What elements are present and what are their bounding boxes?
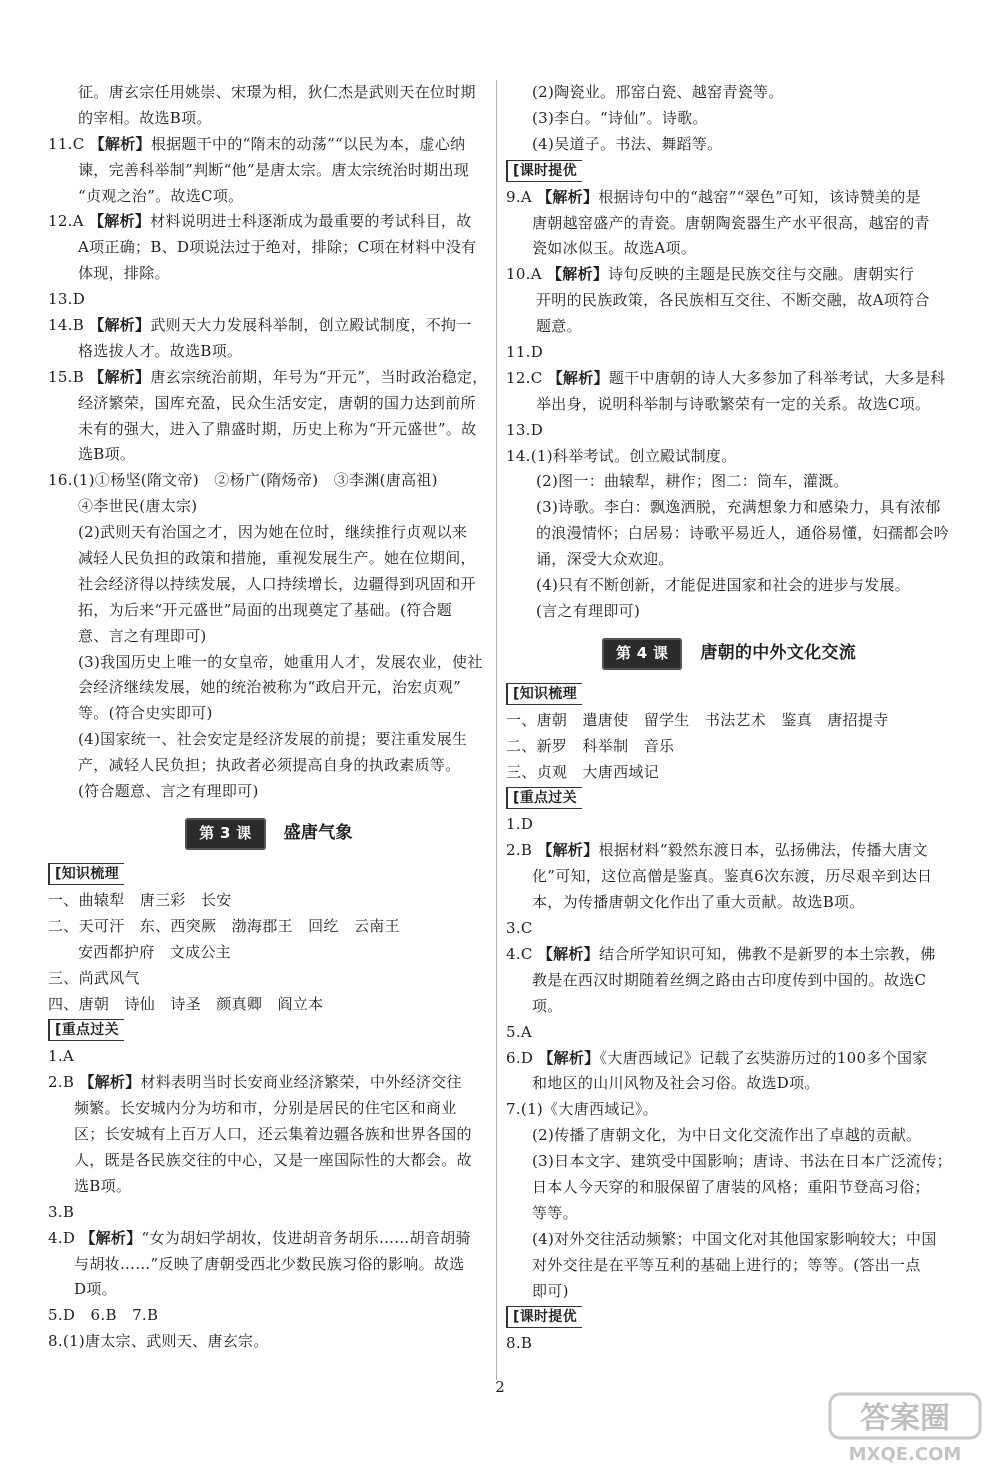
text-line: (4)国家统一、社会安定是经济发展的前提；要注重发展生 [78,730,468,749]
text-line: 区；长安城有上百万人口，还云集着边疆各族和世界各国的 [74,1125,472,1144]
text-line: 安西都护府 文成公主 [78,942,232,961]
lesson-title: 盛唐气象 [283,822,353,843]
left-column [48,80,490,1355]
lesson-tag: 第 4 课 [602,638,682,670]
analysis-marker: 【解析】 [547,368,609,387]
text-line: 3.C [506,919,533,938]
analysis-marker: 【解析】 [89,316,151,335]
text-line: (4)吴道子。书法、舞蹈等。 [532,134,723,153]
text-line: 举出身，说明科举制与诗歌繁荣有一定的关系。故选C项。 [536,394,931,413]
text-line: 即可) [532,1281,569,1300]
text-line: ④李世民(唐太宗) [78,497,198,516]
text-line: 社会经济得以持续发展，人口持续增长，边疆得到巩固和开 [78,574,476,593]
text-line: 14.(1)科举考试。创立殿试制度。 [506,446,737,465]
right-column [506,80,952,1357]
column-divider [496,80,497,1380]
analysis-marker: 【解析】 [80,1228,142,1247]
text-line: 一、曲辕犁 唐三彩 长安 [48,890,232,909]
text-line: 11.C 【解析】根据题干中的“隋末的动荡”“以民为本，虚心纳 [48,134,466,153]
text-line: 频繁。长安城内分为坊和市，分别是居民的住宅区和商业 [74,1099,457,1118]
text-line: 三、尚武风气 [48,968,140,987]
text-line: 谏，完善科举制”判断“他”是唐太宗。唐太宗统治时期出现 [78,160,470,179]
text-line: 13.D [48,290,86,309]
text-line: 本，为传播唐朝文化作出了重大贡献。故选B项。 [532,893,865,912]
text-line: A项正确；B、D项说法过于绝对，排除；C项在材料中没有 [78,238,477,257]
text-line: 开明的民族政策，各民族相互交往、不断交融，故A项符合 [536,291,930,310]
text-line: 14.B 【解析】武则天大力发展科举制，创立殿试制度，不拘一 [48,316,472,335]
lesson-title: 唐朝的中外文化交流 [700,642,857,663]
text-line: 人，既是各民族交往的中心，又是一座国际性的大都会。故 [74,1150,472,1169]
text-line: 体现，排除。 [78,264,170,283]
text-line: (2)图一：曲辕犁，耕作；图二：筒车，灌溉。 [536,472,849,491]
text-line: 二、天可汗 东、西突厥 渤海郡王 回纥 云南王 [48,916,400,935]
text-line: 意、言之有理即可) [78,626,207,645]
text-line: (2)传播了唐朝文化，为中日文化交流作出了卓越的贡献。 [532,1126,922,1145]
text-line: 选B项。 [78,445,136,464]
text-line: 和地区的山川风物及社会习俗。故选D项。 [532,1074,820,1093]
text-line: 唐朝越窑盛产的青瓷。唐朝陶瓷器生产水平很高，越窑的青 [532,213,930,232]
section-heading: [知识梳理 [506,683,582,705]
text-line: (3)我国历史上唯一的女皇帝，她重用人才，发展农业，使社 [78,652,483,671]
analysis-marker: 【解析】 [89,134,151,153]
text-line: 题意。 [536,317,582,336]
text-line: 三、贞观 大唐西域记 [506,762,660,781]
text-line: 10.A 【解析】诗句反映的主题是民族交往与交融。唐朝实行 [506,265,915,284]
text-line: (3)诗歌。李白：飘逸洒脱，充满想象力和感染力，具有浓郁 [536,498,941,517]
analysis-marker: 【解析】 [538,1048,600,1067]
text-line: 4.C 【解析】结合所学知识可知，佛教不是新罗的本土宗教，佛 [506,944,936,963]
section-heading: [重点过关 [506,787,582,809]
text-line: 格选拔人才。故选B项。 [78,341,243,360]
text-line: 等等。 [532,1203,578,1222]
text-line: 12.C 【解析】题干中唐朝的诗人大多参加了科举考试，大多是科 [506,368,946,387]
text-line: 征。唐玄宗任用姚崇、宋璟为相，狄仁杰是武则天在位时期 [78,83,476,101]
text-line: 四、唐朝 诗仙 诗圣 颜真卿 阎立本 [48,994,324,1013]
text-line: 15.B 【解析】唐玄宗统治前期，年号为“开元”，当时政治稳定， [48,367,488,386]
text-line: 一、唐朝 遣唐使 留学生 书法艺术 鉴真 唐招提寺 [506,710,889,729]
text-line: 5.D 6.B 7.B [48,1306,159,1325]
text-line: 选B项。 [74,1176,132,1195]
text-line: 瓷如冰似玉。故选A项。 [532,239,697,258]
text-line: 1.D [506,815,534,834]
section-heading: [课时提优 [506,1306,582,1328]
text-line: “贞观之治”。故选C项。 [78,186,244,205]
text-line: 7.(1)《大唐西域记》。 [506,1100,658,1119]
text-line: (3)李白。“诗仙”。诗歌。 [532,108,708,127]
text-line: 会经济继续发展，她的统治被称为“政启开元，治宏贞观” [78,678,462,697]
analysis-marker: 【解析】 [537,187,599,206]
text-line: 的浪漫情怀；白居易：诗歌平易近人，通俗易懂，妇孺都会吟 [536,524,950,543]
page-number: 2 [495,1378,505,1396]
text-line: 6.D 【解析】《大唐西域记》记载了玄奘游历过的100多个国家 [506,1048,928,1067]
text-line: 对外交往是在平等互利的基础上进行的；等等。(答出一点 [532,1255,921,1274]
text-line: 16.(1)①杨坚(隋文帝) ②杨广(隋炀帝) ③李渊(唐高祖) [48,471,438,490]
watermark-title: 答案圈 [860,1401,950,1436]
text-line: 产，减轻人民负担；执政者必须提高自身的执政素质等。 [78,756,461,775]
watermark-logo [826,1388,986,1468]
analysis-marker: 【解析】 [89,367,151,386]
text-line: D项。 [74,1280,117,1299]
analysis-marker: 【解析】 [79,1073,141,1092]
text-line: 8.B [506,1334,533,1353]
text-line: 9.A 【解析】根据诗句中的“越窑”“翠色”可知，该诗赞美的是 [506,187,921,206]
text-line: 13.D [506,420,544,439]
text-line: (言之有理即可) [536,601,641,620]
text-line: 的宰相。故选B项。 [78,108,212,127]
text-line: (3)日本文字、建筑受中国影响；唐诗、书法在日本广泛流传； [532,1152,952,1171]
text-line: 2.B 【解析】材料表明当时长安商业经济繁荣，中外经济交往 [48,1073,462,1092]
lesson-tag: 第 3 课 [185,818,265,850]
lesson-header [506,631,952,677]
text-line: (4)只有不断创新，才能促进国家和社会的进步与发展。 [536,576,911,595]
text-line: (符合题意、言之有理即可) [78,782,259,801]
text-line: 1.A [48,1047,75,1066]
text-line: 2.B 【解析】根据材料“毅然东渡日本，弘扬佛法，传播大唐文 [506,841,928,860]
text-line: (2)陶瓷业。邢窑白瓷、越窑青瓷等。 [532,83,784,101]
section-heading: [知识梳理 [48,863,124,885]
analysis-marker: 【解析】 [537,944,599,963]
section-heading: [课时提优 [506,160,582,182]
section-heading: [重点过关 [48,1019,124,1041]
analysis-marker: 【解析】 [546,265,609,284]
watermark-url: MXQE.COM [848,1444,962,1465]
analysis-marker: 【解析】 [88,212,151,231]
text-line: 等。(符合史实即可) [78,704,213,723]
text-line: 5.A [506,1022,533,1041]
text-line: 11.D [506,343,544,362]
text-line: 3.B [48,1202,75,1221]
text-line: 日本人今天穿的和服保留了唐装的风格；重阳节登高习俗； [532,1177,930,1196]
text-line: 与胡妆……”反映了唐朝受西北少数民族习俗的影响。故选 [74,1254,465,1273]
text-line: 4.D 【解析】“女为胡妇学胡妆，伎进胡音务胡乐……胡音胡骑 [48,1228,471,1247]
analysis-marker: 【解析】 [537,841,599,860]
lesson-header [48,811,490,857]
text-line: 经济繁荣，国库充盈，民众生活安定，唐朝的国力达到前所 [78,393,476,412]
text-line: 二、新罗 科举制 音乐 [506,736,675,755]
text-line: (4)对外交往活动频繁；中国文化对其他国家影响较大；中国 [532,1229,937,1248]
text-line: 教是在西汉时期随着丝绸之路由古印度传到中国的。故选C [532,970,927,989]
text-line: 拓，为后来“开元盛世”局面的出现奠定了基础。(符合题 [78,600,452,619]
text-line: 未有的强大，进入了鼎盛时期，历史上称为“开元盛世”。故 [78,419,477,438]
text-line: 诵，深受大众欢迎。 [536,550,674,569]
text-line: 12.A 【解析】材料说明进士科逐渐成为最重要的考试科目，故 [48,212,472,231]
text-line: 化”可知，这位高僧是鉴真。鉴真6次东渡，历尽艰辛到达日 [532,867,933,886]
text-line: (2)武则天有治国之才，因为她在位时，继续推行贞观以来 [78,523,468,542]
text-line: 项。 [532,996,563,1015]
text-line: 8.(1)唐太宗、武则天、唐玄宗。 [48,1332,269,1351]
text-line: 减轻人民负担的政策和措施，重视发展生产。她在位期间， [78,549,476,568]
